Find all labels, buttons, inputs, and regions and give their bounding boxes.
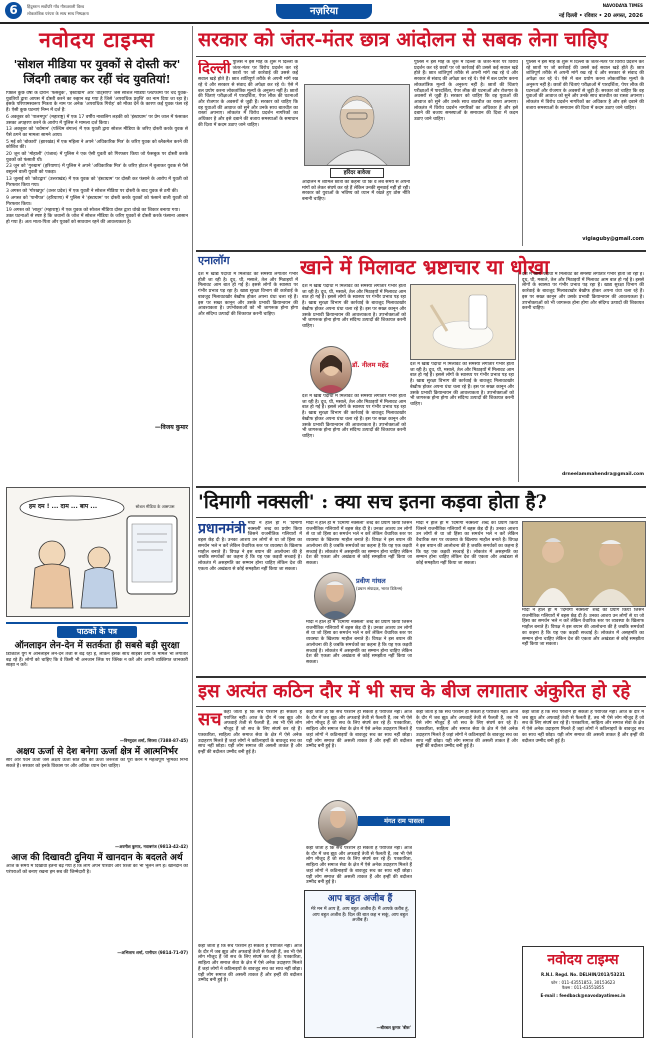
editorial-item: 20 जून को 'मोहाली' (पंजाब) में पुलिस ने एक ऐसी युवती को गिरफ्तार किया जो फेसबुक पर दोस्ती करके युवकों को फंसाती थी।	[6, 152, 188, 163]
author-2-portrait	[311, 347, 351, 393]
article-1-col-4-text: पुलिस ने इस माह के शुरू में दिल्ली के जंतर-मंतर पर विरोध प्रदर्शन कर रहे छात्रों पर जो कार्रवाई की उससे कई सवाल खड़े होते हैं। छात्र शांतिपूर्ण तरीके से अपनी मांगें रख रहे थे और सरकार से संवाद की अपेक्षा कर रहे थे। ऐसे में बल प्रयोग करना लोकतांत्रिक मूल्यों के अनुरूप नहीं है। छात्रों की चिंताएं परीक्षाओं में पारदर्शिता, पेपर लीक की घटनाओं और रोजगार के अवसरों से जुड़ी हैं। सरकार को चाहिए कि वह युवाओं की आवाज को सुने और उनके साथ बातचीत का रास्ता अपनाए। लोकतंत्र में विरोध प्रदर्शन नागरिकों का अधिकार है और इसे दबाने की बजाय समस्याओं के समाधान की दिशा में कदम उठाए जाने चाहिए।	[526, 60, 644, 111]
author-portrait-drawing	[305, 85, 409, 165]
letter	[6, 641, 188, 743]
poem-title: आप बहुत अजीब हैं	[327, 894, 393, 904]
letters-section	[6, 622, 188, 1040]
editorial-item: 6 अक्तूबर को 'पालमपुर' (महाराष्ट्र) में एक 17 वर्षीय नाबालिग लड़की को 'इंस्टाग्राम' पर प्रेम जाल में फंसाकर उसका अपहरण करने के आरोप में पुलिस ने मामला दर्ज किया।	[6, 114, 188, 126]
letters-list	[6, 641, 188, 955]
article-2-author: डॉ. नीलम महेंद्र	[352, 361, 389, 369]
letter-body: आज के समय में दिखावा इतना बढ़ गया है कि लोग अपने परिवार और रिश्तों को भी भूलने लगे हैं। खानदान की परंपराओं को बनाए रखना हम सब की जिम्मेदारी है।	[6, 864, 188, 875]
article-3-photo	[522, 521, 646, 607]
article-3-author-note: (प्रधान संपादक, भारत डिफेन्स)	[356, 586, 403, 591]
article-4-col-2-mid: कहा जाता है कि सच परेशान हो सकता है पराजित नहीं। आज के दौर में जब झूठ और अफवाहें तेजी से फैलती हैं, तब भी ऐसे लोग मौजूद हैं जो सच के लिए संघर्ष कर रहे हैं। पत्रकारिता, साहित्य और समाज सेवा के क्षेत्र में ऐसे अनेक उदाहरण मिलते हैं जहां लोगों ने कठिनाइयों के बावजूद सच का साथ नहीं छोड़ा। यही लोग समाज की असली ताकत हैं और इन्हीं की बदौलत उम्मीद बनी हुई है।	[306, 846, 412, 886]
letters-header: पाठकों के पत्र	[57, 626, 137, 638]
editorial-item: 13 अक्तूबर को 'बर्धमान' (पश्चिम बंगाल) में एक युवती द्वारा सोशल मीडिया के जरिए दोस्ती करके युवक से पैसे ठगने का मामला सामने आया।	[6, 127, 188, 138]
imprint-phone-2: फैक्स : 011-43551855	[561, 985, 605, 991]
letter-body: सौर और पवन ऊर्जा जैसे अक्षय ऊर्जा स्रोत देश की ऊर्जा जरूरतों को पूरा करने में महत्वपूर्ण भूमिका निभा सकते हैं। सरकार को इनके विकास पर और अधिक ध्यान देना चाहिए।	[6, 758, 188, 769]
editorial-signoff: —विजय कुमार	[154, 424, 188, 431]
dateline: नई दिल्ली • रविवार • 20 अगस्त, 2026	[558, 13, 643, 19]
article-1-col-4	[526, 60, 644, 246]
imprint-email: E-mail : feedback@navodayatimes.in	[540, 993, 626, 999]
letter-author: —अभिलाष शर्मा, पानीपत (9814-71-07)	[117, 950, 188, 956]
article-3-col-3: मोदी ने हाल ही में 'दिमागी नक्सली' शब्द का प्रयोग किया जिसने राजनीतिक गलियारों में बहस छेड़ दी है। उनका आशय उन लोगों से था जो हिंसा का समर्थन भले न करें लेकिन वैचारिक स्तर पर व्यवस्था के खिलाफ माहौल बनाते हैं। विपक्ष ने इस बयान की आलोचना की है जबकि समर्थकों का कहना है कि यह एक कड़वी सच्चाई है। लोकतंत्र में असहमति का सम्मान होना चाहिए लेकिन देश की एकता और अखंडता से कोई समझौता नहीं किया जा सकता।	[416, 521, 518, 566]
editorial-item: 13 जुलाई को 'कोटद्वार' (उत्तराखंड) में एक युवक को 'इंस्टाग्राम' पर दोस्ती कर फंसाने के आरोप में युवती को गिरफ्तार किया गया।	[6, 176, 188, 188]
article-4-col-1	[198, 710, 302, 942]
article-4-col-4: कहा जाता है कि सच परेशान हो सकता है पराजित नहीं। आज के दौर में जब झूठ और अफवाहें तेजी से फैलती हैं, तब भी ऐसे लोग मौजूद हैं जो सच के लिए संघर्ष कर रहे हैं। पत्रकारिता, साहित्य और समाज सेवा के क्षेत्र में ऐसे अनेक उदाहरण मिलते हैं जहां लोगों ने कठिनाइयों के बावजूद सच का साथ नहीं छोड़ा। यही लोग समाज की असली ताकत हैं और इन्हीं की बदौलत उम्मीद बनी हुई है।	[522, 710, 644, 744]
editorial-item: 3 अगस्त को 'गोरखपुर' (उत्तर प्रदेश) में एक युवती ने सोशल मीडिया पर दोस्ती के बाद युवक से ठगी की।	[6, 189, 179, 195]
imprint-title: नवोदय टाइम्स	[547, 952, 619, 968]
letter-title: ऑनलाइन लेन-देन में सतर्कता ही सबसे बड़ी सुरक्षा	[14, 641, 180, 651]
editorial-body	[6, 91, 188, 421]
article-2-col-2-bottom: देश में खाद्य पदार्थों में मिलावट की समस्या लगातार गंभीर होती जा रही है। दूध, घी, मसाले, तेल और मिठाइयों में मिलावट आम बात हो गई है। इससे लोगों के स्वास्थ्य पर गंभीर प्रभाव पड़ रहा है। खाद्य सुरक्षा विभाग की कार्रवाई के बावजूद मिलावटखोर बेखौफ होकर अपना धंधा चला रहे हैं। इस पर सख्त कानून और उसके प्रभावी क्रियान्वयन की आवश्यकता है। उपभोक्ताओं को भी जागरूक होना होगा और संदिग्ध उत्पादों की शिकायत करनी चाहिए।	[302, 394, 406, 439]
article-3-author-photo	[314, 572, 356, 620]
poem-text: मेरे मन में आप हैं, आप बहुत अजीब हैं। मैं आपके करीब हूं, आप बहुत अजीब हैं। दिल की बात कह न सकूं, आप बहुत अजीब हैं।	[311, 907, 409, 924]
author-3-portrait	[315, 573, 355, 619]
author-4-portrait	[319, 801, 357, 845]
milk-adulteration-photo	[411, 285, 515, 359]
article-1-col-2-text: आंदोलन में शामिल छात्रों का कहना था कि वे लंबे समय से अपनी मांगों को लेकर संघर्ष कर रहे हैं लेकिन उनकी सुनवाई नहीं हो रही। सरकार को युवाओं के भविष्य को ध्यान में रखते हुए ठोस नीति बनानी चाहिए।	[302, 180, 410, 203]
editorial-items	[6, 115, 188, 214]
article-3-col-2-bottom: मोदी ने हाल ही में 'दिमागी नक्सली' शब्द का प्रयोग किया जिसने राजनीतिक गलियारों में बहस छेड़ दी है। उनका आशय उन लोगों से था जो हिंसा का समर्थन भले न करें लेकिन वैचारिक स्तर पर व्यवस्था के खिलाफ माहौल बनाते हैं। विपक्ष ने इस बयान की आलोचना की है जबकि समर्थकों का कहना है कि यह एक कड़वी सच्चाई है। लोकतंत्र में असहमति का सम्मान होना चाहिए लेकिन देश की एकता और अखंडता से कोई समझौता नहीं किया जा सकता।	[306, 620, 412, 665]
article-2-email: drneelammahendra@gmail.com	[561, 472, 644, 477]
editorial-item: 5 मई को 'बोकारो' (झारखंड) में एक महिला ने अपने 'अधिकारिक मित्र' के जरिए युवक को ब्लैकमेल करने की कोशिश की।	[6, 139, 188, 151]
page-header	[0, 0, 649, 24]
cartoon-caption-2: सोशल मीडिया के आसपास	[135, 504, 175, 509]
cartoon-caption: हम दम ! ... दाम ... बाप ...	[29, 503, 98, 510]
article-1-dropcap: दिल्ली	[198, 60, 231, 77]
article-4-col-1-bottom: कहा जाता है कि सच परेशान हो सकता है पराजित नहीं। आज के दौर में जब झूठ और अफवाहें तेजी से फैलती हैं, तब भी ऐसे लोग मौजूद हैं जो सच के लिए संघर्ष कर रहे हैं। पत्रकारिता, साहित्य और समाज सेवा के क्षेत्र में ऐसे अनेक उदाहरण मिलते हैं जहां लोगों ने कठिनाइयों के बावजूद सच का साथ नहीं छोड़ा। यही लोग समाज की असली ताकत हैं और इन्हीं की बदौलत उम्मीद बनी हुई है।	[198, 944, 302, 984]
article-3-col-4: मोदी ने हाल ही में 'दिमागी नक्सली' शब्द का प्रयोग किया जिसने राजनीतिक गलियारों में बहस छेड़ दी है। उनका आशय उन लोगों से था जो हिंसा का समर्थन भले न करें लेकिन वैचारिक स्तर पर व्यवस्था के खिलाफ माहौल बनाते हैं। विपक्ष ने इस बयान की आलोचना की है जबकि समर्थकों का कहना है कि यह एक कड़वी सच्चाई है। लोकतंत्र में असहमति का सम्मान होना चाहिए लेकिन देश की एकता और अखंडता से कोई समझौता नहीं किया जा सकता।	[522, 608, 644, 648]
article-1-body	[198, 60, 518, 246]
page-number: 6	[5, 2, 22, 19]
article-4-author-photo	[318, 800, 358, 846]
article-1-headline: सरकार को जंतर-मंतर छात्र आंदोलन से सबक लेना चाहिए	[198, 28, 608, 51]
imprint-phone-1: फोन : 011-43551853, 30153623	[550, 980, 616, 986]
article-2-col-1: देश में खाद्य पदार्थों में मिलावट की समस्या लगातार गंभीर होती जा रही है। दूध, घी, मसाले, तेल और मिठाइयों में मिलावट आम बात हो गई है। इससे लोगों के स्वास्थ्य पर गंभीर प्रभाव पड़ रहा है। खाद्य सुरक्षा विभाग की कार्रवाई के बावजूद मिलावटखोर बेखौफ होकर अपना धंधा चला रहे हैं। इस पर सख्त कानून और उसके प्रभावी क्रियान्वयन की आवश्यकता है। उपभोक्ताओं को भी जागरूक होना होगा और संदिग्ध उत्पादों की शिकायत करनी चाहिए।	[198, 272, 298, 317]
header-slogan-2: लोकतांत्रिक परंपरा के साथ साथ निष्पक्षता	[27, 11, 89, 16]
letter-body: डिजिटल युग में ऑनलाइन लेन-देन तेजी से बढ़ रहा है, लेकिन इसके साथ साइबर ठगी के मामले भी लगातार बढ़ रहे हैं। लोगों को चाहिए कि वे किसी भी अनजान लिंक पर क्लिक न करें और अपनी व्यक्तिगत जानकारी साझा न करें।	[6, 652, 188, 669]
letter-author: —अवनीश कुमार, नवाबगंज (9813-42-42)	[115, 844, 188, 850]
letter-title: अक्षय ऊर्जा से देश बनेगा ऊर्जा क्षेत्र में आत्मनिर्भर	[16, 747, 178, 758]
cartoon	[6, 487, 190, 617]
article-4-dropcap: सच	[198, 710, 222, 730]
article-1-author-photo	[304, 84, 410, 166]
article-1-col-3: पुलिस ने इस माह के शुरू में दिल्ली के जंतर-मंतर पर विरोध प्रदर्शन कर रहे छात्रों पर जो कार्रवाई की उससे कई सवाल खड़े होते हैं। छात्र शांतिपूर्ण तरीके से अपनी मांगें रख रहे थे और सरकार से संवाद की अपेक्षा कर रहे थे। ऐसे में बल प्रयोग करना लोकतांत्रिक मूल्यों के अनुरूप नहीं है। छात्रों की चिंताएं परीक्षाओं में पारदर्शिता, पेपर लीक की घटनाओं और रोजगार के अवसरों से जुड़ी हैं। सरकार को चाहिए कि वह युवाओं की आवाज को सुने और उनके साथ बातचीत का रास्ता अपनाए। लोकतंत्र में विरोध प्रदर्शन नागरिकों का अधिकार है और इसे दबाने की बजाय समस्याओं के समाधान की दिशा में कदम उठाए जाने चाहिए।	[414, 60, 518, 123]
article-2-headline: खाने में मिलावट भ्रष्टाचार या धोखा	[300, 255, 550, 279]
editorial-title-2: जिंदगी तबाह कर रहीं चंद युवतियां!	[23, 72, 171, 86]
article-4-col-3: कहा जाता है कि सच परेशान हो सकता है पराजित नहीं। आज के दौर में जब झूठ और अफवाहें तेजी से फैलती हैं, तब भी ऐसे लोग मौजूद हैं जो सच के लिए संघर्ष कर रहे हैं। पत्रकारिता, साहित्य और समाज सेवा के क्षेत्र में ऐसे अनेक उदाहरण मिलते हैं जहां लोगों ने कठिनाइयों के बावजूद सच का साथ नहीं छोड़ा। यही लोग समाज की असली ताकत हैं और इन्हीं की बदौलत उम्मीद बनी हुई है।	[416, 710, 518, 750]
editorial-block	[6, 27, 188, 431]
letter	[6, 747, 188, 849]
leaders-photo	[523, 522, 645, 606]
masthead-title: नवोदय टाइम्स	[39, 27, 155, 52]
editorial-title-1: 'सोशल मीडिया पर युवकों से दोस्ती कर'	[13, 57, 181, 71]
article-4-text: कहा जाता है कि सच परेशान हो सकता है पराजित नहीं। आज के दौर में जब झूठ और अफवाहें तेजी से फैलती हैं, तब भी ऐसे लोग मौजूद हैं जो सच के लिए संघर्ष कर रहे हैं। पत्रकारिता, साहित्य और समाज सेवा के क्षेत्र में ऐसे अनेक उदाहरण मिलते हैं जहां लोगों ने कठिनाइयों के बावजूद सच का साथ नहीं छोड़ा। यही लोग समाज की असली ताकत हैं और इन्हीं की बदौलत उम्मीद बनी हुई है।	[198, 710, 302, 755]
article-2-kicker-block	[198, 254, 298, 268]
poem-box	[304, 890, 416, 1038]
article-2-col-4-text: देश में खाद्य पदार्थों में मिलावट की समस्या लगातार गंभीर होती जा रही है। दूध, घी, मसाले, तेल और मिठाइयों में मिलावट आम बात हो गई है। इससे लोगों के स्वास्थ्य पर गंभीर प्रभाव पड़ रहा है। खाद्य सुरक्षा विभाग की कार्रवाई के बावजूद मिलावटखोर बेखौफ होकर अपना धंधा चला रहे हैं। इस पर सख्त कानून और उसके प्रभावी क्रियान्वयन की आवश्यकता है। उपभोक्ताओं को भी जागरूक होना होगा और संदिग्ध उत्पादों की शिकायत करनी चाहिए।	[522, 272, 644, 312]
article-2-author-photo	[310, 346, 352, 394]
imprint-box	[522, 946, 644, 1038]
letter	[6, 853, 188, 955]
header-slogan-1: हिंदुस्तान सर्वोपरि गाँव गौरवशाली विश्व	[27, 4, 85, 9]
article-2-col-3: देश में खाद्य पदार्थों में मिलावट की समस्या लगातार गंभीर होती जा रही है। दूध, घी, मसाले, तेल और मिठाइयों में मिलावट आम बात हो गई है। इससे लोगों के स्वास्थ्य पर गंभीर प्रभाव पड़ रहा है। खाद्य सुरक्षा विभाग की कार्रवाई के बावजूद मिलावटखोर बेखौफ होकर अपना धंधा चला रहे हैं। इस पर सख्त कानून और उसके प्रभावी क्रियान्वयन की आवश्यकता है। उपभोक्ताओं को भी जागरूक होना होगा और संदिग्ध उत्पादों की शिकायत करनी चाहिए।	[410, 362, 514, 407]
poem-author: —बीरबल कुमार 'बीरू'	[376, 1025, 411, 1030]
editorial-para-3: उक्त घटनाओं से स्पष्ट है कि जवानों के जोश में सोशल मीडिया के जरिए युवकों से दोस्ती करके फंसाना आसान हो गया है। अतः माता-पिता और युवकों को सावधान रहने की आवश्यकता है।	[6, 214, 188, 225]
article-1-col-1	[198, 60, 298, 246]
article-3-col-2-top: मोदी ने हाल ही में 'दिमागी नक्सली' शब्द का प्रयोग किया जिसने राजनीतिक गलियारों में बहस छेड़ दी है। उनका आशय उन लोगों से था जो हिंसा का समर्थन भले न करें लेकिन वैचारिक स्तर पर व्यवस्था के खिलाफ माहौल बनाते हैं। विपक्ष ने इस बयान की आलोचना की है जबकि समर्थकों का कहना है कि यह एक कड़वी सच्चाई है। लोकतंत्र में असहमति का सम्मान होना चाहिए लेकिन देश की एकता और अखंडता से कोई समझौता नहीं किया जा सकता।	[306, 521, 412, 566]
editorial-para-2: इसके परिणामस्वरूप मित्रता के नाम पर अनेक 'अपराधिक गिरोह' को मौका देने के कारण कई युवक फंस रहे हैं। ऐसी कुछ घटनाएं निम्न में दर्ज हैं:	[6, 102, 188, 114]
article-1-text: पुलिस ने इस माह के शुरू में दिल्ली के जंतर-मंतर पर विरोध प्रदर्शन कर रहे छात्रों पर जो कार्रवाई की उससे कई सवाल खड़े होते हैं। छात्र शांतिपूर्ण तरीके से अपनी मांगें रख रहे थे और सरकार से संवाद की अपेक्षा कर रहे थे। ऐसे में बल प्रयोग करना लोकतांत्रिक मूल्यों के अनुरूप नहीं है। छात्रों की चिंताएं परीक्षाओं में पारदर्शिता, पेपर लीक की घटनाओं और रोजगार के अवसरों से जुड़ी हैं। सरकार को चाहिए कि वह युवाओं की आवाज को सुने और उनके साथ बातचीत का रास्ता अपनाए। लोकतंत्र में विरोध प्रदर्शन नागरिकों का अधिकार है और इसे दबाने की बजाय समस्याओं के समाधान की दिशा में कदम उठाए जाने चाहिए।	[198, 60, 298, 128]
article-1-col-2	[302, 60, 410, 246]
section-title: नज़रिया	[276, 4, 372, 19]
article-4-headline: इस अत्यंत कठिन दौर में भी सच के बीज लगातार अंकुरित हो रहे	[198, 681, 631, 702]
article-1-author: हरिंदर बावेजा	[330, 168, 384, 178]
article-1-email: vigiaguby@gmail.com	[582, 236, 644, 242]
article-4-col-2-top: कहा जाता है कि सच परेशान हो सकता है पराजित नहीं। आज के दौर में जब झूठ और अफवाहें तेजी से फैलती हैं, तब भी ऐसे लोग मौजूद हैं जो सच के लिए संघर्ष कर रहे हैं। पत्रकारिता, साहित्य और समाज सेवा के क्षेत्र में ऐसे अनेक उदाहरण मिलते हैं जहां लोगों ने कठिनाइयों के बावजूद सच का साथ नहीं छोड़ा। यही लोग समाज की असली ताकत हैं और इन्हीं की बदौलत उम्मीद बनी हुई है।	[306, 710, 412, 750]
imprint-reg: R.N.I. Regd. No. DELHIN/2013/53231	[540, 972, 626, 977]
article-2-photo	[410, 284, 516, 360]
editorial-para-1: पिछले कुछ वर्षों के दौरान 'फेसबुक', 'इंस्टाग्राम' और 'वॉट्सएप' जैसे सोशल मीडिया प्लेटफार्मों पर चंद युवक-युवतियों द्वारा आपस में दोस्ती करने का रुझान बढ़ गया है जिसे 'अपराधिक प्रवृत्ति' का नाम दिया जा रहा है।	[6, 91, 188, 102]
editorial-item: 9 अगस्त को 'पानीपत' (हरियाणा) में पुलिस ने 'इंस्टाग्राम' पर दोस्ती करके युवकों को फंसाने वाली युवती को गिरफ्तार किया।	[6, 195, 188, 207]
editorial-item: 23 जून को 'गुरुग्राम' (हरियाणा) में पुलिस ने अपने 'अधिकारिक मित्र' के जरिए होटल में बुलाकर युवक से पैसे वसूलने वाली युवती को पकड़ा।	[6, 164, 188, 176]
article-3-author: प्रवीण गांधल	[356, 577, 386, 585]
letter-title: आज की दिखावटी दुनिया में खानदान के बदलते अर्थ	[11, 853, 183, 864]
letter-author: —विष्णुदत्त शर्मा, सिरसा (7388-87-45)	[119, 738, 188, 743]
article-2-kicker: एनालॉग	[198, 254, 230, 267]
article-3-dropcap: प्रधानमंत्री	[198, 521, 246, 537]
article-3-col-1	[198, 521, 302, 671]
site-name: NAVODAYA TIMES	[602, 3, 643, 8]
article-3-headline: 'दिमागी नक्सली' : क्या सच इतना कड़वा होता है?	[198, 491, 547, 513]
editorial-item: 19 अगस्त को 'लातूर' (महाराष्ट्र) में एक युवक को सोशल मीडिया दोस्त द्वारा धोखे का शिकार बनाया गया।	[6, 208, 180, 214]
article-3-text: मोदी ने हाल ही में 'दिमागी नक्सली' शब्द का प्रयोग किया जिसने राजनीतिक गलियारों में बहस छेड़ दी है। उनका आशय उन लोगों से था जो हिंसा का समर्थन भले न करें लेकिन वैचारिक स्तर पर व्यवस्था के खिलाफ माहौल बनाते हैं। विपक्ष ने इस बयान की आलोचना की है जबकि समर्थकों का कहना है कि यह एक कड़वी सच्चाई है। लोकतंत्र में असहमति का सम्मान होना चाहिए लेकिन देश की एकता और अखंडता से कोई समझौता नहीं किया जा सकता।	[198, 521, 302, 572]
article-2-col-4	[522, 272, 644, 482]
article-4-author: मंगत राम पासला	[358, 816, 450, 826]
article-2-col-2-top: देश में खाद्य पदार्थों में मिलावट की समस्या लगातार गंभीर होती जा रही है। दूध, घी, मसाले, तेल और मिठाइयों में मिलावट आम बात हो गई है। इससे लोगों के स्वास्थ्य पर गंभीर प्रभाव पड़ रहा है। खाद्य सुरक्षा विभाग की कार्रवाई के बावजूद मिलावटखोर बेखौफ होकर अपना धंधा चला रहे हैं। इस पर सख्त कानून और उसके प्रभावी क्रियान्वयन की आवश्यकता है। उपभोक्ताओं को भी जागरूक होना होगा और संदिग्ध उत्पादों की शिकायत करनी चाहिए।	[302, 284, 406, 329]
